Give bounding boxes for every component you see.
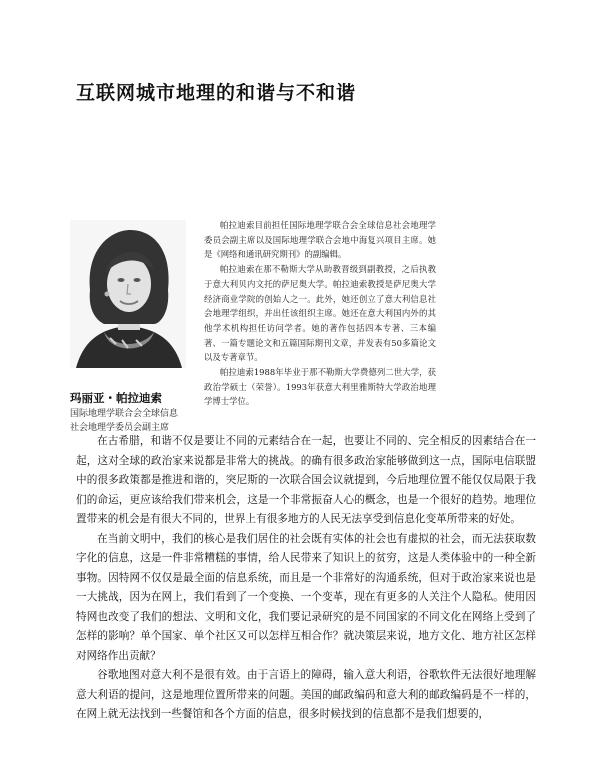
body-paragraph: 谷歌地图对意大利不是很有效。由于言语上的障碍，输入意大利语，谷歌软件无法很好地理解意大利语的提问，这是地理位置所带来的问题。美国的邮政编码和意大利的邮政编码是不一样的，在网上就无法找到一些餐馆和各个方面的信息，很多时候找到的信息都不是我们想要的，: [76, 669, 536, 720]
body-paragraph: 在古希腊，和谐不仅是要让不同的元素结合在一起，也要让不同的、完全相反的因素结合在一起，这对全球的政治家来说都是非常大的挑战。的确有很多政治家能够做到这一点，国际电信联盟中的很多政策都是推进和谐的，突尼斯的一次联合国会议就提到，今后地理位置不能仅仅局限于我们的命运，更应该给我们带来机会，这是一个非常振奋人心的概念，也是一个很好的趋势。地理位置带来的机会是有很大不同的，世界上有很多地方的人民无法享受到信息化变革所带来的好处。: [76, 435, 536, 525]
body-paragraph: 在当前文明中，我们的核心是我们居住的社会既有实体的社会也有虚拟的社会，而无法获取数字化的信息，这是一件非常糟糕的事情，给人民带来了知识上的贫穷，这是人类体验中的一种全新事物。因特网不仅仅是最全面的信息系统，而且是一个非常好的沟通系统，但对于政治家来说也是一大挑战，因为在网上，我们看到了一个变换、一个变革，现在有更多的人关注个人隐私。使用因特网也改变了我们的想法、文明和文化，我们要记录研究的是不同国家的不同文化在网络上受到了怎样的影响？单个国家、单个社区又可以怎样互相合作？就决策层来说，地方文化、地方社区怎样对网络作出贡献？: [76, 532, 536, 662]
bio-paragraph: 帕拉迪索目前担任国际地理学联合会全球信息社会地理学委员会副主席以及国际地理学联合会地中海复兴项目主席。她是《网络和通讯研究期刊》的副编辑。: [204, 220, 436, 260]
bio-paragraph: 帕拉迪索在那不勒斯大学从助教晋级到副教授，之后执教于意大利贝内文托的萨尼奥大学。帕拉迪索教授是萨尼奥大学经济商业学院的创始人之一。此外，她还创立了意大利信息社会地理学组织，并出任该组织主席。她还在意大利国内外的其他学术机构担任访问学者。她的著作包括四本专著、三本编著、一篇专题论文和五篇国际期刊文章，并发表有50多篇论文以及专著章节。: [204, 264, 436, 363]
author-photo: [70, 220, 186, 368]
author-bio: [204, 218, 436, 409]
article-body: [76, 432, 536, 725]
page-title: 互联网城市地理的和谐与不和谐: [76, 82, 357, 104]
bio-paragraph: 帕拉迪索1988年毕业于那不勒斯大学费德列二世大学，获政治学硕士（荣誉）。1993年获意大利里雅斯特大学政治地理学博士学位。: [204, 367, 436, 407]
author-portrait-image: [70, 220, 186, 368]
affiliation-line: 社会地理学委员会副主席: [70, 423, 170, 433]
affiliation-line: 国际地理学联合会全球信息: [70, 409, 179, 419]
author-affiliation: [70, 407, 200, 435]
author-name: 玛丽亚・帕拉迪索: [70, 391, 162, 405]
